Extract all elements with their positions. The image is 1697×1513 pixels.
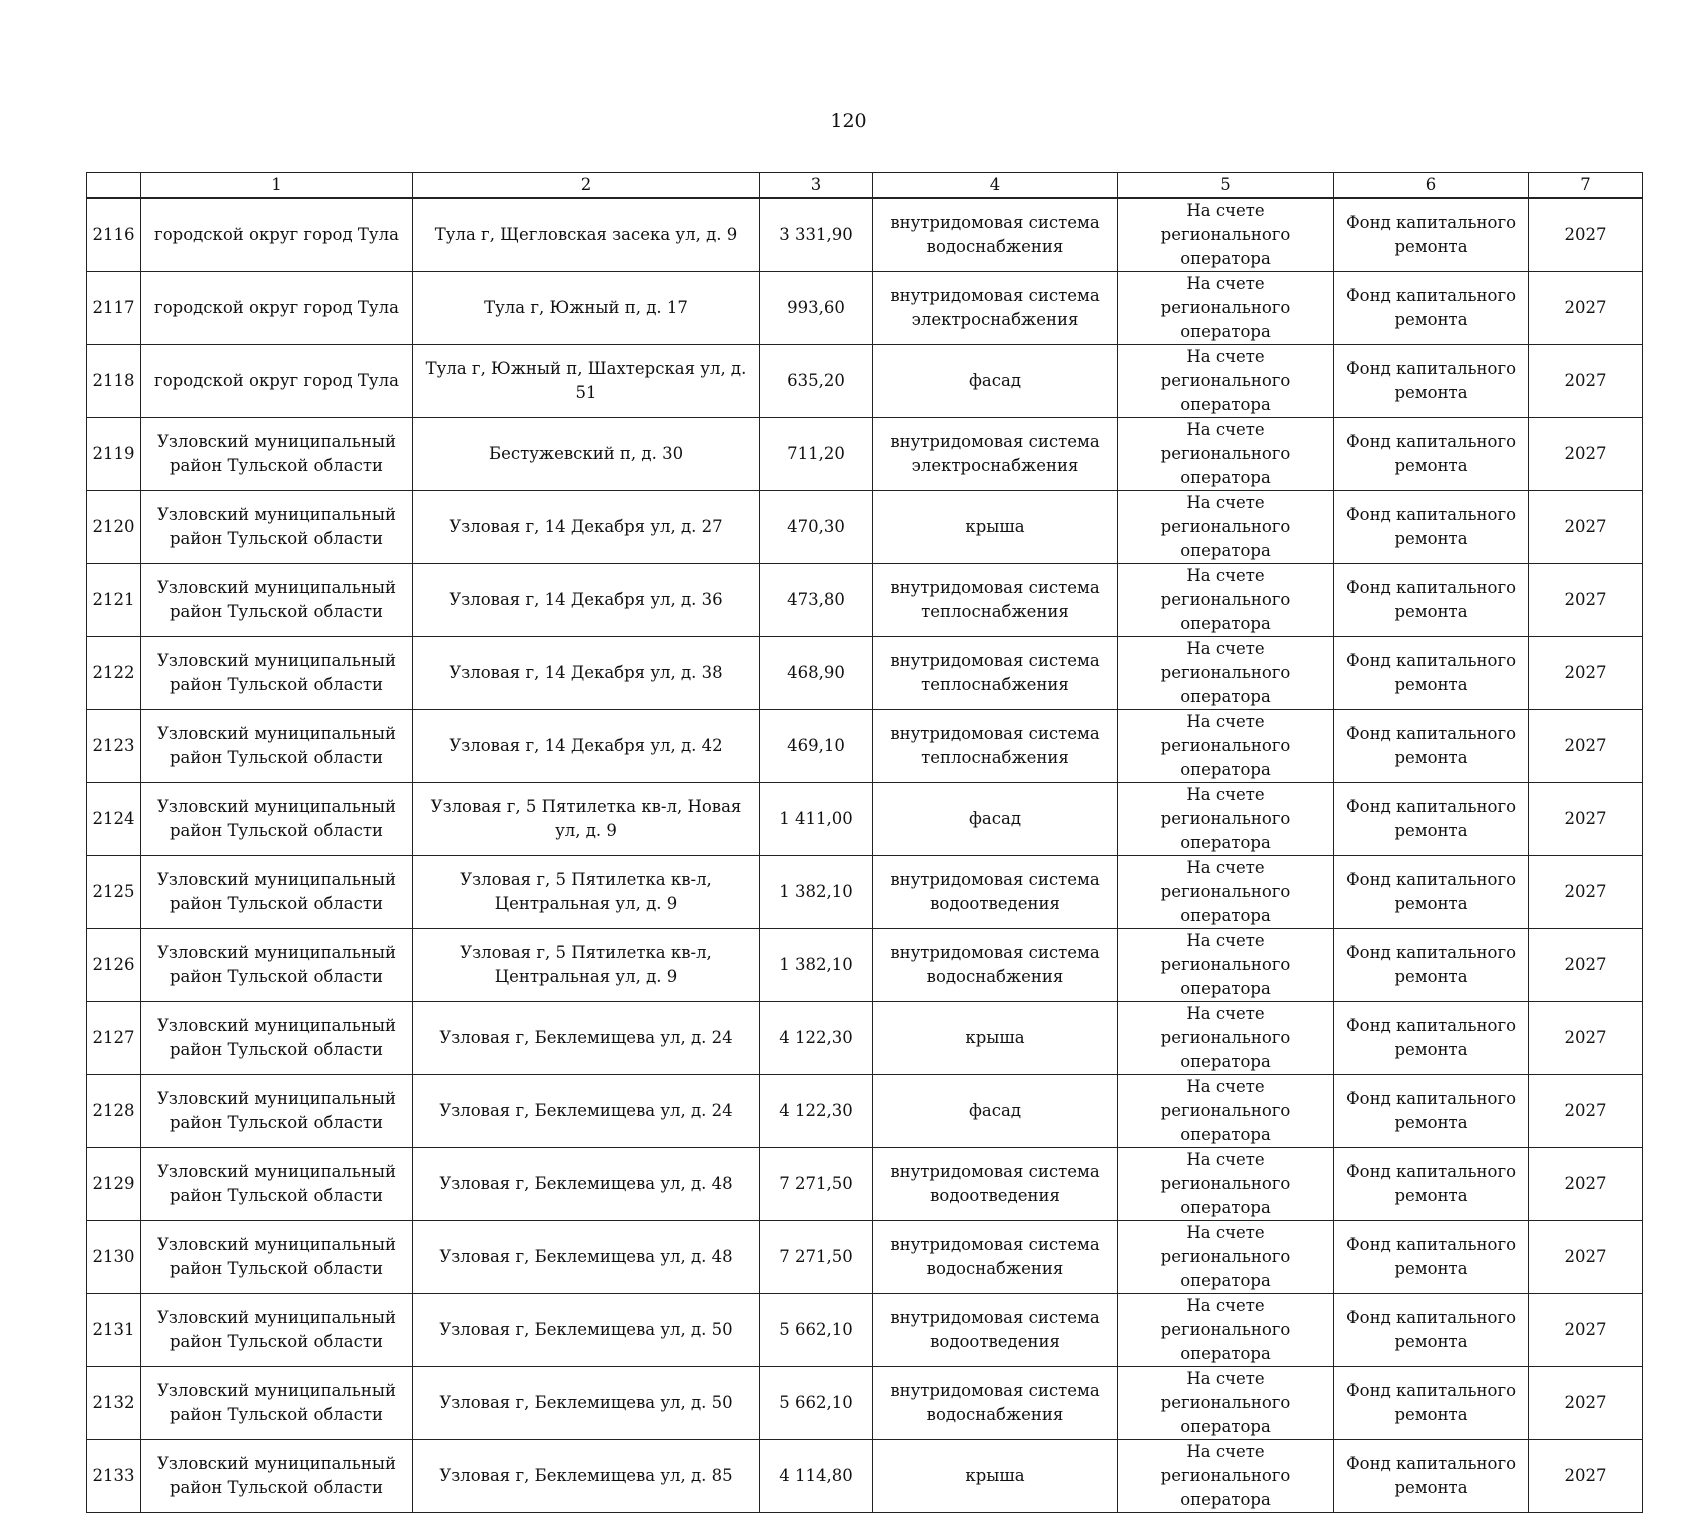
area-cell: 470,30 bbox=[760, 491, 873, 564]
fund-account-cell: На счете регионального оператора bbox=[1118, 637, 1334, 710]
row-number-cell: 2119 bbox=[87, 418, 141, 491]
area-cell: 7 271,50 bbox=[760, 1148, 873, 1221]
municipality-cell: Узловский муниципальный район Тульской области bbox=[141, 1148, 413, 1221]
fund-account-cell: На счете регионального оператора bbox=[1118, 564, 1334, 637]
funding-source-cell: Фонд капитального ремонта bbox=[1334, 929, 1529, 1002]
row-number-cell: 2117 bbox=[87, 272, 141, 345]
year-cell: 2027 bbox=[1529, 198, 1643, 272]
row-number-cell: 2118 bbox=[87, 345, 141, 418]
table-row bbox=[87, 1367, 1643, 1440]
work-type-cell: внутридомовая система теплоснабжения bbox=[873, 710, 1118, 783]
year-cell: 2027 bbox=[1529, 929, 1643, 1002]
year-cell: 2027 bbox=[1529, 272, 1643, 345]
table-body bbox=[87, 198, 1643, 1513]
municipality-cell: Узловский муниципальный район Тульской области bbox=[141, 1221, 413, 1294]
funding-source-cell: Фонд капитального ремонта bbox=[1334, 1221, 1529, 1294]
table-row bbox=[87, 198, 1643, 272]
fund-account-cell: На счете регионального оператора bbox=[1118, 1148, 1334, 1221]
funding-source-cell: Фонд капитального ремонта bbox=[1334, 1440, 1529, 1513]
work-type-cell: внутридомовая система теплоснабжения bbox=[873, 564, 1118, 637]
table-row bbox=[87, 637, 1643, 710]
address-cell: Узловая г, Беклемищева ул, д. 85 bbox=[413, 1440, 760, 1513]
area-cell: 4 122,30 bbox=[760, 1002, 873, 1075]
column-header: 1 bbox=[141, 173, 413, 199]
fund-account-cell: На счете регионального оператора bbox=[1118, 783, 1334, 856]
capital-repair-table bbox=[86, 172, 1643, 1513]
column-header: 4 bbox=[873, 173, 1118, 199]
table-row bbox=[87, 491, 1643, 564]
address-cell: Узловая г, Беклемищева ул, д. 50 bbox=[413, 1367, 760, 1440]
address-cell: Узловая г, 5 Пятилетка кв-л, Новая ул, д. 9 bbox=[413, 783, 760, 856]
funding-source-cell: Фонд капитального ремонта bbox=[1334, 564, 1529, 637]
municipality-cell: Узловский муниципальный район Тульской области bbox=[141, 564, 413, 637]
funding-source-cell: Фонд капитального ремонта bbox=[1334, 1367, 1529, 1440]
row-number-cell: 2122 bbox=[87, 637, 141, 710]
year-cell: 2027 bbox=[1529, 491, 1643, 564]
address-cell: Бестужевский п, д. 30 bbox=[413, 418, 760, 491]
area-cell: 4 114,80 bbox=[760, 1440, 873, 1513]
work-type-cell: внутридомовая система водоотведения bbox=[873, 1148, 1118, 1221]
row-number-cell: 2126 bbox=[87, 929, 141, 1002]
municipality-cell: Узловский муниципальный район Тульской области bbox=[141, 856, 413, 929]
table-row bbox=[87, 856, 1643, 929]
table-row bbox=[87, 272, 1643, 345]
table-row bbox=[87, 710, 1643, 783]
year-cell: 2027 bbox=[1529, 1002, 1643, 1075]
municipality-cell: Узловский муниципальный район Тульской области bbox=[141, 783, 413, 856]
year-cell: 2027 bbox=[1529, 1148, 1643, 1221]
column-header: 5 bbox=[1118, 173, 1334, 199]
work-type-cell: внутридомовая система водоснабжения bbox=[873, 1221, 1118, 1294]
year-cell: 2027 bbox=[1529, 637, 1643, 710]
funding-source-cell: Фонд капитального ремонта bbox=[1334, 637, 1529, 710]
fund-account-cell: На счете регионального оператора bbox=[1118, 272, 1334, 345]
table-row bbox=[87, 345, 1643, 418]
funding-source-cell: Фонд капитального ремонта bbox=[1334, 491, 1529, 564]
row-number-cell: 2128 bbox=[87, 1075, 141, 1148]
municipality-cell: городской округ город Тула bbox=[141, 272, 413, 345]
work-type-cell: крыша bbox=[873, 1440, 1118, 1513]
table-row bbox=[87, 1440, 1643, 1513]
area-cell: 635,20 bbox=[760, 345, 873, 418]
work-type-cell: внутридомовая система электроснабжения bbox=[873, 418, 1118, 491]
year-cell: 2027 bbox=[1529, 345, 1643, 418]
table-row bbox=[87, 929, 1643, 1002]
work-type-cell: внутридомовая система теплоснабжения bbox=[873, 637, 1118, 710]
row-number-cell: 2121 bbox=[87, 564, 141, 637]
funding-source-cell: Фонд капитального ремонта bbox=[1334, 1075, 1529, 1148]
year-cell: 2027 bbox=[1529, 418, 1643, 491]
area-cell: 993,60 bbox=[760, 272, 873, 345]
municipality-cell: Узловский муниципальный район Тульской области bbox=[141, 1367, 413, 1440]
table-row bbox=[87, 418, 1643, 491]
address-cell: Узловая г, 5 Пятилетка кв-л, Центральная ул, д. 9 bbox=[413, 929, 760, 1002]
column-header: 7 bbox=[1529, 173, 1643, 199]
area-cell: 711,20 bbox=[760, 418, 873, 491]
fund-account-cell: На счете регионального оператора bbox=[1118, 418, 1334, 491]
address-cell: Узловая г, Беклемищева ул, д. 24 bbox=[413, 1075, 760, 1148]
area-cell: 1 411,00 bbox=[760, 783, 873, 856]
work-type-cell: внутридомовая система водоотведения bbox=[873, 856, 1118, 929]
year-cell: 2027 bbox=[1529, 856, 1643, 929]
work-type-cell: фасад bbox=[873, 345, 1118, 418]
funding-source-cell: Фонд капитального ремонта bbox=[1334, 1294, 1529, 1367]
year-cell: 2027 bbox=[1529, 564, 1643, 637]
address-cell: Узловая г, 5 Пятилетка кв-л, Центральная ул, д. 9 bbox=[413, 856, 760, 929]
row-number-cell: 2123 bbox=[87, 710, 141, 783]
area-cell: 4 122,30 bbox=[760, 1075, 873, 1148]
column-number-header-row bbox=[87, 173, 1643, 199]
address-cell: Тула г, Щегловская засека ул, д. 9 bbox=[413, 198, 760, 272]
column-header: 6 bbox=[1334, 173, 1529, 199]
area-cell: 473,80 bbox=[760, 564, 873, 637]
municipality-cell: Узловский муниципальный район Тульской области bbox=[141, 1294, 413, 1367]
address-cell: Узловая г, 14 Декабря ул, д. 38 bbox=[413, 637, 760, 710]
column-header: 2 bbox=[413, 173, 760, 199]
fund-account-cell: На счете регионального оператора bbox=[1118, 710, 1334, 783]
year-cell: 2027 bbox=[1529, 1440, 1643, 1513]
address-cell: Тула г, Южный п, Шахтерская ул, д. 51 bbox=[413, 345, 760, 418]
table-row bbox=[87, 1221, 1643, 1294]
funding-source-cell: Фонд капитального ремонта bbox=[1334, 272, 1529, 345]
row-number-cell: 2127 bbox=[87, 1002, 141, 1075]
year-cell: 2027 bbox=[1529, 1367, 1643, 1440]
work-type-cell: внутридомовая система водоотведения bbox=[873, 1294, 1118, 1367]
area-cell: 5 662,10 bbox=[760, 1294, 873, 1367]
year-cell: 2027 bbox=[1529, 1294, 1643, 1367]
funding-source-cell: Фонд капитального ремонта bbox=[1334, 418, 1529, 491]
table-row bbox=[87, 564, 1643, 637]
year-cell: 2027 bbox=[1529, 1075, 1643, 1148]
fund-account-cell: На счете регионального оператора bbox=[1118, 345, 1334, 418]
address-cell: Узловая г, 14 Декабря ул, д. 27 bbox=[413, 491, 760, 564]
year-cell: 2027 bbox=[1529, 710, 1643, 783]
funding-source-cell: Фонд капитального ремонта bbox=[1334, 783, 1529, 856]
municipality-cell: Узловский муниципальный район Тульской области bbox=[141, 637, 413, 710]
funding-source-cell: Фонд капитального ремонта bbox=[1334, 1148, 1529, 1221]
municipality-cell: городской округ город Тула bbox=[141, 345, 413, 418]
municipality-cell: Узловский муниципальный район Тульской области bbox=[141, 710, 413, 783]
address-cell: Узловая г, Беклемищева ул, д. 48 bbox=[413, 1148, 760, 1221]
municipality-cell: Узловский муниципальный район Тульской области bbox=[141, 1002, 413, 1075]
area-cell: 5 662,10 bbox=[760, 1367, 873, 1440]
area-cell: 3 331,90 bbox=[760, 198, 873, 272]
municipality-cell: Узловский муниципальный район Тульской области bbox=[141, 491, 413, 564]
area-cell: 1 382,10 bbox=[760, 929, 873, 1002]
municipality-cell: Узловский муниципальный район Тульской области bbox=[141, 1440, 413, 1513]
funding-source-cell: Фонд капитального ремонта bbox=[1334, 856, 1529, 929]
work-type-cell: внутридомовая система электроснабжения bbox=[873, 272, 1118, 345]
row-number-cell: 2125 bbox=[87, 856, 141, 929]
municipality-cell: Узловский муниципальный район Тульской области bbox=[141, 929, 413, 1002]
row-number-cell: 2124 bbox=[87, 783, 141, 856]
municipality-cell: городской округ город Тула bbox=[141, 198, 413, 272]
row-number-cell: 2120 bbox=[87, 491, 141, 564]
address-cell: Узловая г, Беклемищева ул, д. 24 bbox=[413, 1002, 760, 1075]
table-row bbox=[87, 1075, 1643, 1148]
row-number-cell: 2116 bbox=[87, 198, 141, 272]
row-number-cell: 2130 bbox=[87, 1221, 141, 1294]
table-row bbox=[87, 1148, 1643, 1221]
fund-account-cell: На счете регионального оператора bbox=[1118, 1367, 1334, 1440]
work-type-cell: фасад bbox=[873, 1075, 1118, 1148]
fund-account-cell: На счете регионального оператора bbox=[1118, 198, 1334, 272]
row-number-cell: 2129 bbox=[87, 1148, 141, 1221]
work-type-cell: крыша bbox=[873, 491, 1118, 564]
address-cell: Тула г, Южный п, д. 17 bbox=[413, 272, 760, 345]
table-row bbox=[87, 1002, 1643, 1075]
funding-source-cell: Фонд капитального ремонта bbox=[1334, 345, 1529, 418]
address-cell: Узловая г, 14 Декабря ул, д. 36 bbox=[413, 564, 760, 637]
page-number: 120 bbox=[830, 110, 867, 132]
table-row bbox=[87, 783, 1643, 856]
work-type-cell: крыша bbox=[873, 1002, 1118, 1075]
funding-source-cell: Фонд капитального ремонта bbox=[1334, 198, 1529, 272]
fund-account-cell: На счете регионального оператора bbox=[1118, 929, 1334, 1002]
fund-account-cell: На счете регионального оператора bbox=[1118, 1294, 1334, 1367]
column-header bbox=[87, 173, 141, 199]
municipality-cell: Узловский муниципальный район Тульской области bbox=[141, 1075, 413, 1148]
column-header: 3 bbox=[760, 173, 873, 199]
area-cell: 7 271,50 bbox=[760, 1221, 873, 1294]
address-cell: Узловая г, Беклемищева ул, д. 50 bbox=[413, 1294, 760, 1367]
row-number-cell: 2131 bbox=[87, 1294, 141, 1367]
address-cell: Узловая г, 14 Декабря ул, д. 42 bbox=[413, 710, 760, 783]
fund-account-cell: На счете регионального оператора bbox=[1118, 856, 1334, 929]
municipality-cell: Узловский муниципальный район Тульской области bbox=[141, 418, 413, 491]
area-cell: 468,90 bbox=[760, 637, 873, 710]
work-type-cell: внутридомовая система водоснабжения bbox=[873, 1367, 1118, 1440]
fund-account-cell: На счете регионального оператора bbox=[1118, 1075, 1334, 1148]
year-cell: 2027 bbox=[1529, 783, 1643, 856]
work-type-cell: внутридомовая система водоснабжения bbox=[873, 929, 1118, 1002]
work-type-cell: фасад bbox=[873, 783, 1118, 856]
fund-account-cell: На счете регионального оператора bbox=[1118, 1221, 1334, 1294]
table-row bbox=[87, 1294, 1643, 1367]
fund-account-cell: На счете регионального оператора bbox=[1118, 491, 1334, 564]
fund-account-cell: На счете регионального оператора bbox=[1118, 1440, 1334, 1513]
fund-account-cell: На счете регионального оператора bbox=[1118, 1002, 1334, 1075]
row-number-cell: 2132 bbox=[87, 1367, 141, 1440]
row-number-cell: 2133 bbox=[87, 1440, 141, 1513]
year-cell: 2027 bbox=[1529, 1221, 1643, 1294]
area-cell: 469,10 bbox=[760, 710, 873, 783]
funding-source-cell: Фонд капитального ремонта bbox=[1334, 710, 1529, 783]
area-cell: 1 382,10 bbox=[760, 856, 873, 929]
funding-source-cell: Фонд капитального ремонта bbox=[1334, 1002, 1529, 1075]
work-type-cell: внутридомовая система водоснабжения bbox=[873, 198, 1118, 272]
address-cell: Узловая г, Беклемищева ул, д. 48 bbox=[413, 1221, 760, 1294]
